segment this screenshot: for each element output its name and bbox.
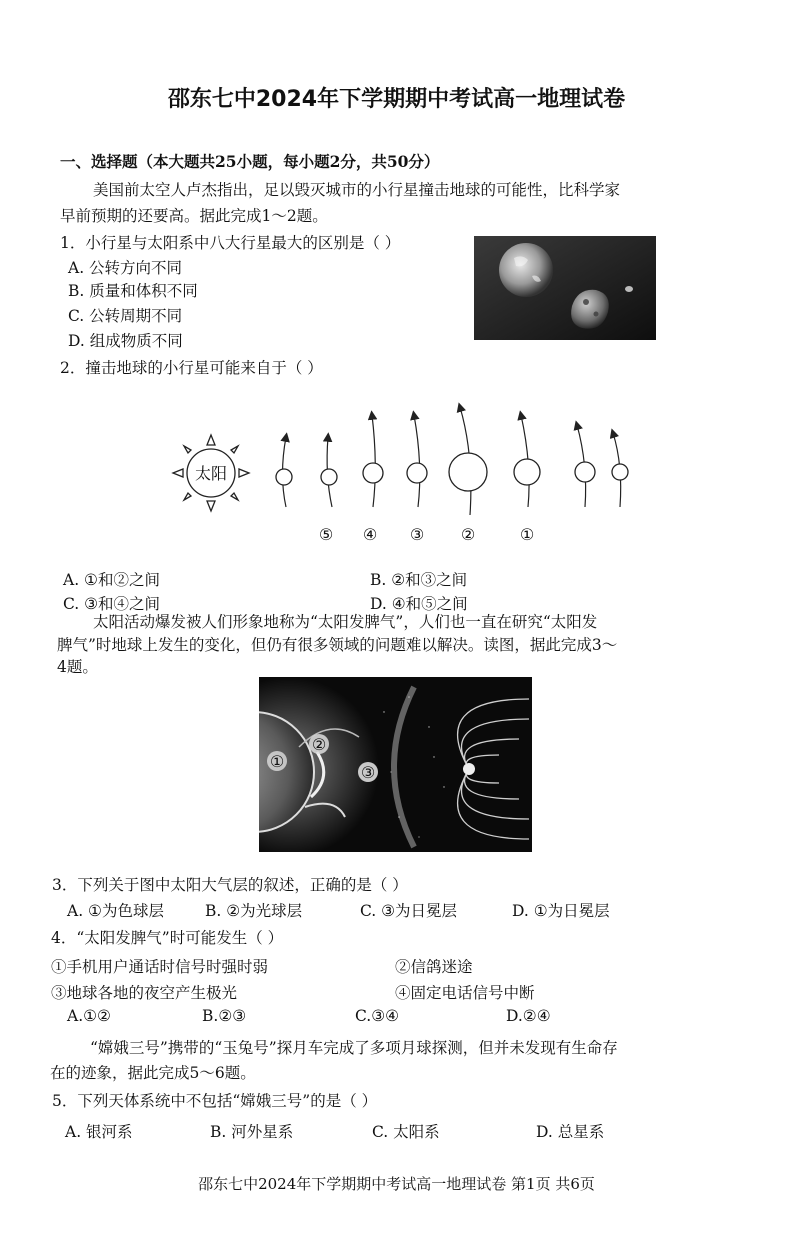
layer-label: ① bbox=[269, 752, 285, 771]
statement-item: ①手机用户通话时信号时强时弱 bbox=[51, 958, 269, 976]
option[interactable]: D. ④和⑤之间 bbox=[370, 595, 468, 613]
layer-label: ② bbox=[311, 735, 327, 754]
statement-item: ④固定电话信号中断 bbox=[395, 984, 535, 1002]
option[interactable]: D.②④ bbox=[506, 1007, 551, 1025]
planet-label: ⑤ bbox=[318, 525, 334, 544]
sun-label: 太阳 bbox=[194, 464, 228, 483]
asteroid-photo bbox=[474, 236, 656, 340]
planet bbox=[321, 469, 337, 485]
layer-label: ③ bbox=[360, 763, 376, 782]
option[interactable]: B. 质量和体积不同 bbox=[68, 282, 198, 300]
intro-line: “嫦娥三号”携带的“玉兔号”探月车完成了多项月球探测，但并未发现有生命存 bbox=[90, 1039, 618, 1057]
option[interactable]: C. 公转周期不同 bbox=[68, 307, 183, 325]
page-title: 邵东七中2024年下学期期中考试高一地理试卷 bbox=[167, 87, 626, 112]
statement-item: ②信鸽迷途 bbox=[395, 958, 473, 976]
option[interactable]: A. 公转方向不同 bbox=[68, 259, 183, 277]
orbit-line bbox=[372, 415, 375, 507]
intro-line: 脾气”时地球上发生的变化，但仍有很多领域的问题难以解决。读图，据此完成3～ bbox=[57, 636, 618, 654]
page-footer: 邵东七中2024年下学期期中考试高一地理试卷 第1页 共6页 bbox=[198, 1175, 595, 1193]
option[interactable]: A. 银河系 bbox=[65, 1123, 133, 1141]
planet-label: ③ bbox=[409, 525, 425, 544]
option[interactable]: A. ①为色球层 bbox=[67, 902, 164, 920]
intro-line: 太阳活动爆发被人们形象地称为“太阳发脾气”，人们也一直在研究“太阳发 bbox=[93, 613, 598, 631]
intro-line: 美国前太空人卢杰指出，足以毁灭城市的小行星撞击地球的可能性，比科学家 bbox=[93, 181, 621, 199]
planet bbox=[407, 463, 427, 483]
planet bbox=[363, 463, 383, 483]
question-stem: 4．“太阳发脾气”时可能发生（ ） bbox=[51, 929, 284, 947]
option[interactable]: A.①② bbox=[67, 1007, 111, 1025]
option[interactable]: D. 组成物质不同 bbox=[68, 332, 183, 350]
option[interactable]: C.③④ bbox=[355, 1007, 400, 1025]
planet bbox=[612, 464, 628, 480]
option[interactable]: D. ①为日冕层 bbox=[512, 902, 610, 920]
planet-label: ② bbox=[460, 525, 476, 544]
option[interactable]: C. ③为日冕层 bbox=[360, 902, 458, 920]
option[interactable]: A. ①和②之间 bbox=[63, 571, 160, 589]
planet bbox=[575, 462, 595, 482]
option[interactable]: B. 河外星系 bbox=[210, 1123, 294, 1141]
option[interactable]: B. ②和③之间 bbox=[370, 571, 468, 589]
option[interactable]: B. ②为光球层 bbox=[205, 902, 303, 920]
intro-line: 4题。 bbox=[57, 658, 98, 676]
planet bbox=[276, 469, 292, 485]
orbit-line bbox=[414, 415, 420, 507]
question-stem: 3．下列关于图中太阳大气层的叙述，正确的是（ ） bbox=[52, 876, 408, 894]
statement-item: ③地球各地的夜空产生极光 bbox=[51, 984, 238, 1002]
solar-activity-photo bbox=[259, 677, 532, 852]
planet-label: ① bbox=[519, 525, 535, 544]
solar-system-diagram bbox=[160, 395, 660, 555]
question-stem: 1．小行星与太阳系中八大行星最大的区别是（ ） bbox=[60, 234, 401, 252]
option[interactable]: C. 太阳系 bbox=[372, 1123, 440, 1141]
intro-line: 早前预期的还要高。据此完成1～2题。 bbox=[60, 207, 328, 225]
planet bbox=[514, 459, 540, 485]
section-heading: 一、选择题（本大题共25小题，每小题2分，共50分） bbox=[60, 152, 440, 171]
question-stem: 5．下列天体系统中不包括“嫦娥三号”的是（ ） bbox=[52, 1092, 378, 1110]
option[interactable]: B.②③ bbox=[202, 1007, 247, 1025]
planet-label: ④ bbox=[362, 525, 378, 544]
option[interactable]: D. 总星系 bbox=[536, 1123, 605, 1141]
option[interactable]: C. ③和④之间 bbox=[63, 595, 161, 613]
question-stem: 2．撞击地球的小行星可能来自于（ ） bbox=[60, 359, 323, 377]
planet bbox=[449, 453, 487, 491]
intro-line: 在的迹象，据此完成5～6题。 bbox=[50, 1064, 256, 1082]
